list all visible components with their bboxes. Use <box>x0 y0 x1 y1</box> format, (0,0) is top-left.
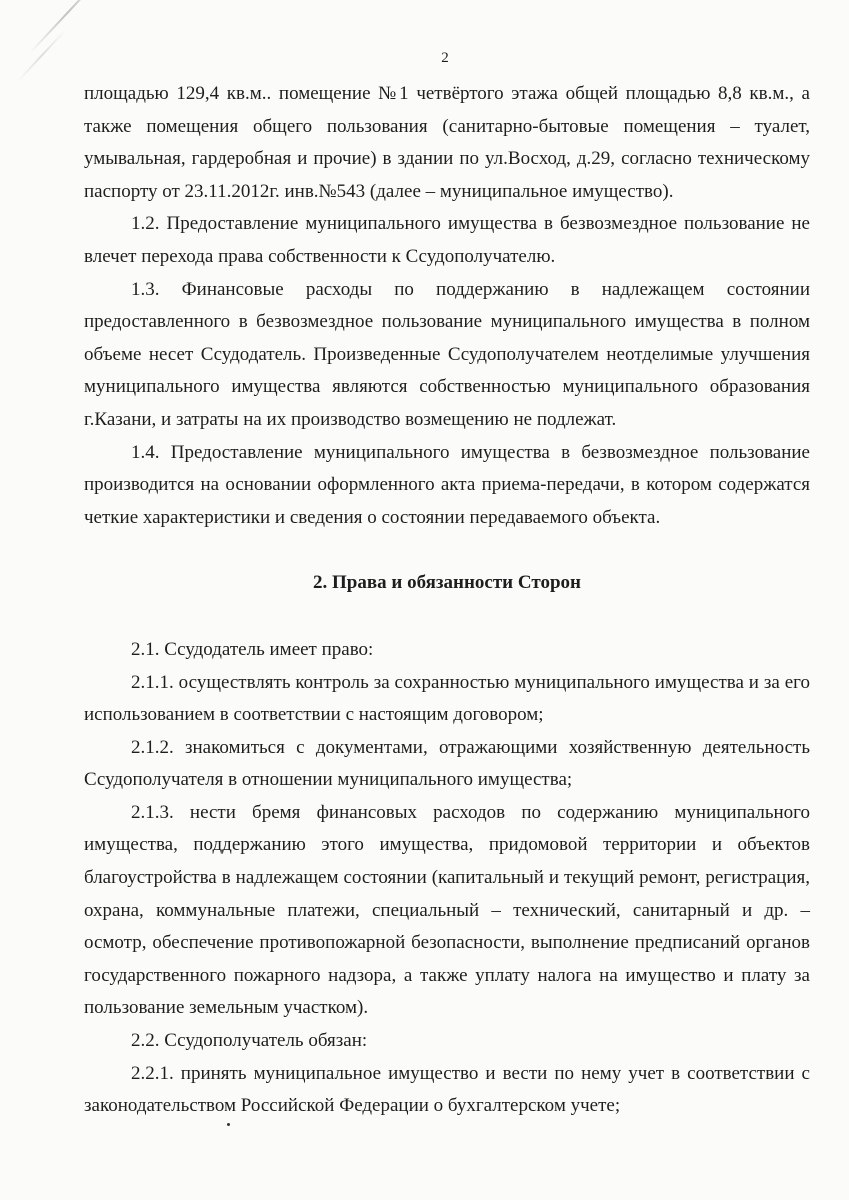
section-heading: 2. Права и обязанности Сторон <box>313 572 581 594</box>
paragraph-2-1-1: 2.1.1. осуществлять контроль за сохранностью муниципального имущества и за его использованием в соответствии с настоящим договором; <box>84 671 810 726</box>
paragraph-2-1: 2.1. Ссудодатель имеет право: <box>131 638 374 660</box>
paragraph-1-4: 1.4. Предоставление муниципального имущества в безвозмездное пользование производится на основании оформленного акта приема-передачи, в котором содержатся четкие характеристики и сведения о состоянии передаваемого объекта. <box>84 441 810 528</box>
scan-speck <box>227 1123 230 1126</box>
paragraph-2-1-2: 2.1.2. знакомиться с документами, отражающими хозяйственную деятельность Ссудополучателя в отношении муниципального имущества; <box>84 736 810 791</box>
paragraph-2-2-1: 2.2.1. принять муниципальное имущество и вести по нему учет в соответствии с законодательством Российской Федерации о бухгалтерском учете; <box>84 1062 810 1117</box>
paragraph-continuation: площадью 129,4 кв.м.. помещение №1 четвёртого этажа общей площадью 8,8 кв.м., а также помещения общего пользования (санитарно-бытовые помещения – туалет, умывальная, гардеробная и прочие) в здании по ул.Восход, д.29, согласно техническому паспорту от 23.11.2012г. инв.№543 (далее – муниципальное имущество). <box>84 83 810 202</box>
scan-fold-mark <box>29 0 105 54</box>
paragraph-2-1-3: 2.1.3. нести бремя финансовых расходов по содержанию муниципального имущества, поддержанию этого имущества, придомовой территории и объектов благоустройства в надлежащем состоянии (капитальный и текущий ремонт, регистрация, охрана, коммунальные платежи, специальный – технический, санитарный и др. – осмотр, обеспечение противопожарной безопасности, выполнение предписаний органов государственного пожарного надзора, а также уплату налога на имущество и плату за пользование земельным участком). <box>84 801 810 1019</box>
page-number: 2 <box>441 50 449 66</box>
paragraph-1-3: 1.3. Финансовые расходы по поддержанию в надлежащем состоянии предоставленного в безвозмездное пользование муниципального имущества в полном объеме несет Ссудодатель. Произведенные Ссудополучателем неотделимые улучшения муниципального имущества являются собственностью муниципального образования г.Казани, и затраты на их производство возмещению не подлежат. <box>84 278 810 430</box>
paragraph-1-2: 1.2. Предоставление муниципального имущества в безвозмездное пользование не влечет перехода права собственности к Ссудополучателю. <box>84 213 810 267</box>
document-body <box>84 78 810 1123</box>
paragraph-2-2: 2.2. Ссудополучатель обязан: <box>131 1030 368 1052</box>
